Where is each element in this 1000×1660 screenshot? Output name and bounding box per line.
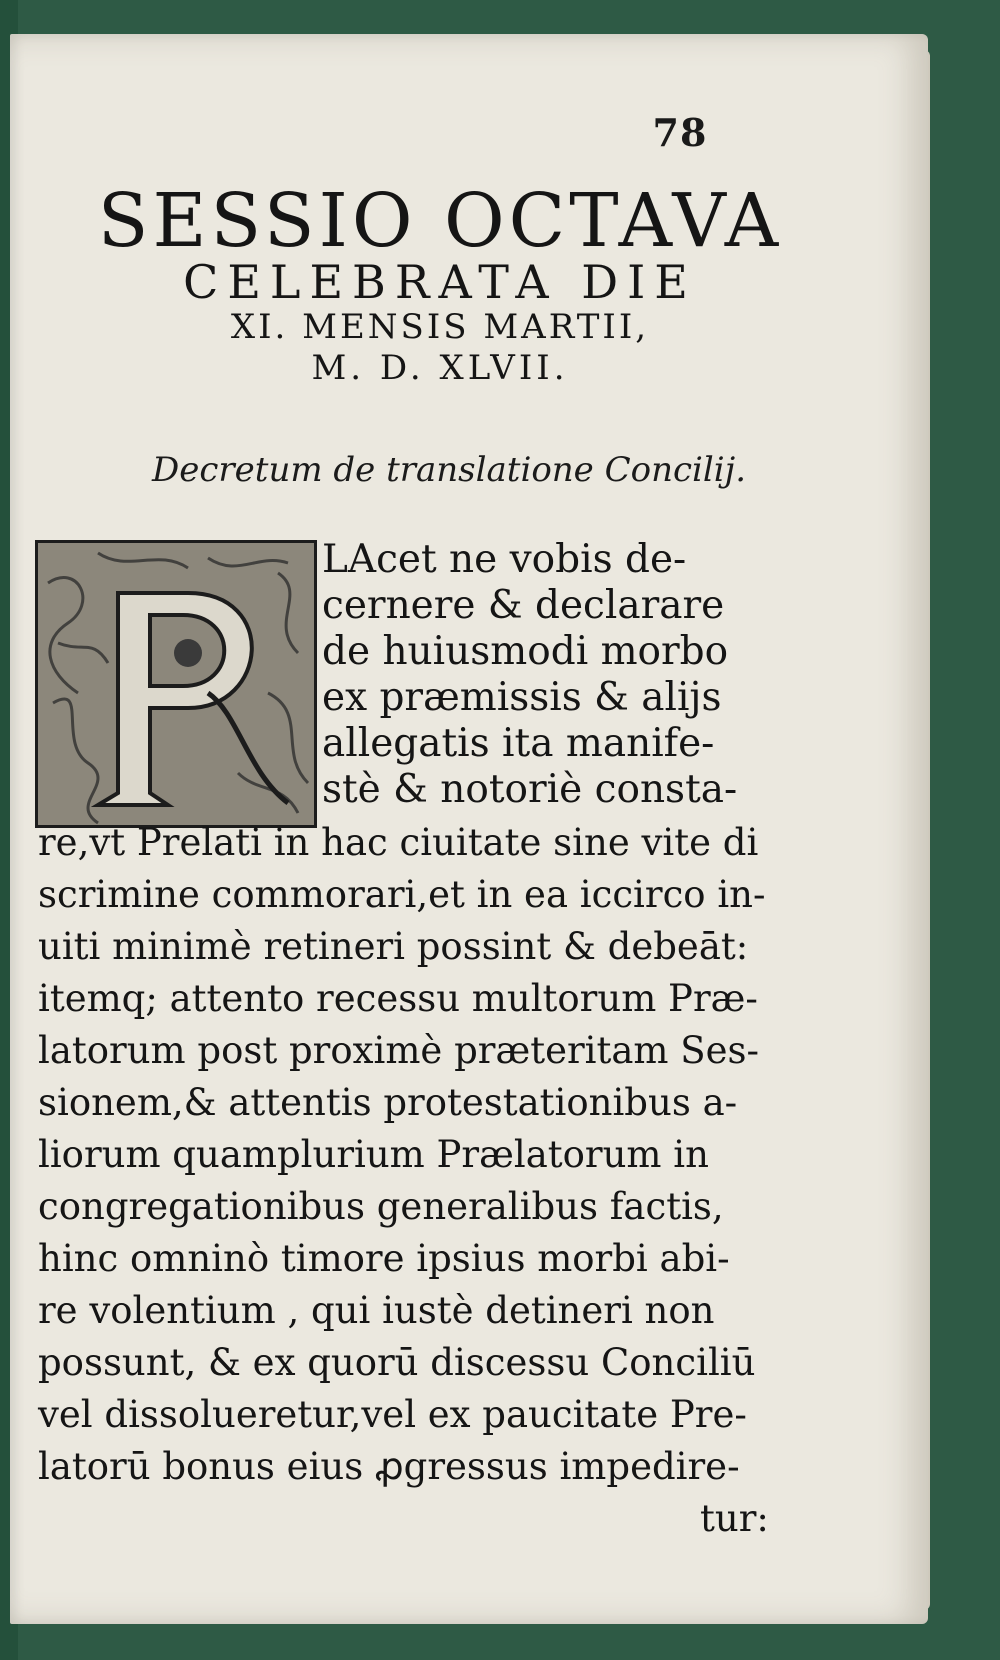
body-line-12: sionem,& attentis protestationibus a-: [38, 1081, 738, 1124]
body-line-6: stè & notoriè consta-: [322, 767, 738, 812]
body-line-7: re,vt Prelati in hac ciuitate sine vite di: [38, 821, 759, 864]
title-line-1: SESSIO OCTAVA: [97, 178, 783, 264]
title-line-3: XI. MENSIS MARTII,: [230, 307, 650, 347]
body-line-20: tur:: [700, 1497, 769, 1540]
body-line-5: allegatis ita manife-: [322, 721, 715, 766]
body-line-18: vel dissolueretur,vel ex paucitate Pre-: [38, 1393, 747, 1436]
title-line-2: CELEBRATA DIE: [183, 255, 697, 309]
body-line-2: cernere & declarare: [322, 583, 725, 628]
body-line-8: scrimine commorari,et in ea iccirco in-: [38, 873, 766, 916]
body-line-17: possunt, & ex quorū discessu Conciliū: [38, 1341, 756, 1384]
body-line-1: LAcet ne vobis de-: [322, 537, 687, 582]
folio-number: 78: [652, 110, 708, 155]
body-line-10: itemq; attento recessu multorum Præ-: [38, 977, 758, 1020]
decree-subtitle: Decretum de translatione Concilij.: [152, 450, 747, 490]
body-line-13: liorum quamplurium Prælatorum in: [38, 1133, 709, 1176]
body-line-4: ex præmissis & alijs: [322, 675, 722, 720]
woodcut-initial-icon: [35, 540, 317, 828]
body-line-19: latorū bonus eius ꝓgressus impedire-: [38, 1445, 740, 1488]
body-line-11: latorum post proximè præteritam Ses-: [38, 1029, 760, 1072]
body-line-16: re volentium , qui iustè detineri non: [38, 1289, 715, 1332]
body-line-15: hinc omninò timore ipsius morbi abi-: [38, 1237, 730, 1280]
body-line-3: de huiusmodi morbo: [322, 629, 729, 674]
body-line-9: uiti minimè retineri possint & debeāt:: [38, 925, 749, 968]
body-line-14: congregationibus generalibus factis,: [38, 1185, 724, 1228]
title-line-4: M. D. XLVII.: [311, 348, 569, 388]
